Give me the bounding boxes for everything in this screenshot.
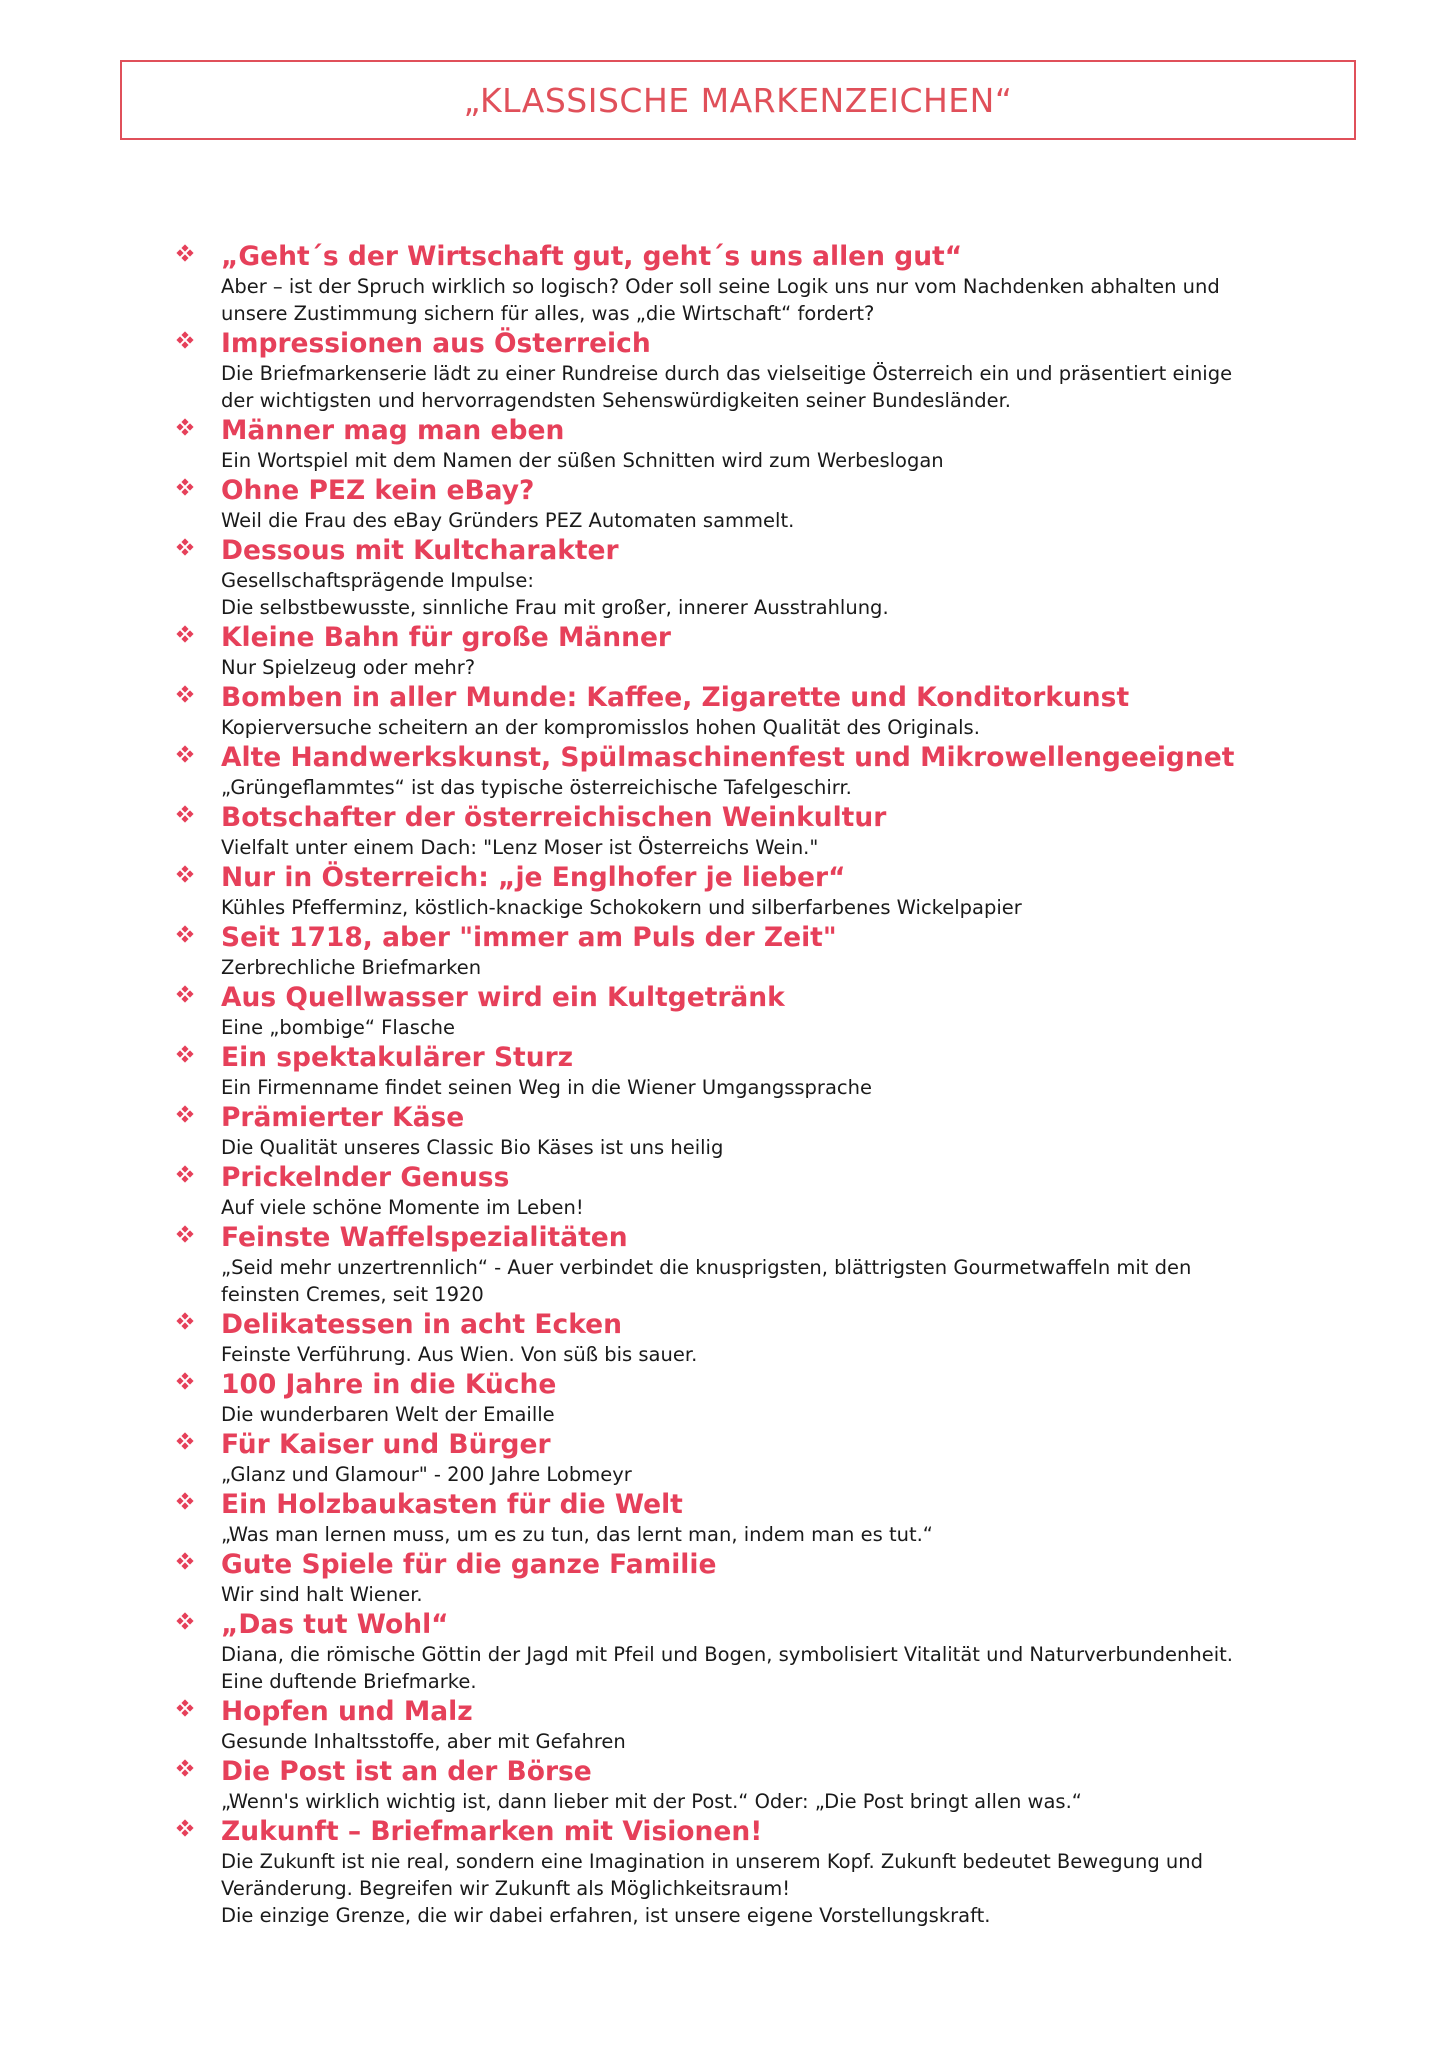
item-heading: Ein Holzbaukasten für die Welt xyxy=(221,1489,683,1520)
list-item xyxy=(176,327,1376,414)
list-item xyxy=(176,534,1376,621)
brand-list xyxy=(176,240,1376,1929)
item-description xyxy=(221,447,1376,474)
description-line: Weil die Frau des eBay Gründers PEZ Automaten sammelt. xyxy=(221,509,795,532)
diamond-cluster-icon xyxy=(176,865,194,883)
item-heading: Gute Spiele für die ganze Familie xyxy=(221,1549,717,1580)
item-description xyxy=(221,567,1376,621)
diamond-cluster-icon xyxy=(176,1105,194,1123)
item-description xyxy=(221,1341,1376,1368)
diamond-cluster-icon xyxy=(176,1759,194,1777)
list-item xyxy=(176,681,1376,741)
item-description xyxy=(221,1074,1376,1101)
list-item xyxy=(176,1548,1376,1608)
item-description xyxy=(221,1521,1376,1548)
diamond-cluster-icon xyxy=(176,805,194,823)
item-description xyxy=(221,1461,1376,1488)
description-line: Kühles Pfefferminz, köstlich-knackige Schokokern und silberfarbenes Wickelpapier xyxy=(221,896,1022,919)
description-line: Zerbrechliche Briefmarken xyxy=(221,956,482,979)
item-heading: Für Kaiser und Bürger xyxy=(221,1429,551,1460)
title-box xyxy=(120,60,1356,140)
item-heading: Aus Quellwasser wird ein Kultgetränk xyxy=(221,982,785,1013)
item-heading: Bomben in aller Munde: Kaffee, Zigarette und Konditorkunst xyxy=(221,682,1130,713)
description-line: Ein Wortspiel mit dem Namen der süßen Schnitten wird zum Werbeslogan xyxy=(221,449,944,472)
description-line: „Wenn's wirklich wichtig ist, dann lieber mit der Post.“ Oder: „Die Post bringt allen was.“ xyxy=(221,1790,1082,1813)
diamond-cluster-icon xyxy=(176,418,194,436)
item-description xyxy=(221,1194,1376,1221)
diamond-cluster-icon xyxy=(176,1312,194,1330)
item-heading: 100 Jahre in die Küche xyxy=(221,1369,557,1400)
item-description xyxy=(221,1788,1376,1815)
description-line: Ein Firmenname findet seinen Weg in die Wiener Umgangssprache xyxy=(221,1076,872,1099)
item-description xyxy=(221,1134,1376,1161)
item-description xyxy=(221,654,1376,681)
item-description xyxy=(221,1641,1376,1695)
list-item xyxy=(176,414,1376,474)
item-heading: Ohne PEZ kein eBay? xyxy=(221,475,535,506)
description-line: Aber – ist der Spruch wirklich so logisch? Oder soll seine Logik uns nur vom Nachdenken abhalten und xyxy=(221,275,1220,298)
list-item xyxy=(176,1428,1376,1488)
description-line: Wir sind halt Wiener. xyxy=(221,1583,423,1606)
item-heading: Feinste Waffelspezialitäten xyxy=(221,1222,628,1253)
item-description xyxy=(221,273,1376,327)
diamond-cluster-icon xyxy=(176,478,194,496)
item-heading: Kleine Bahn für große Männer xyxy=(221,622,671,653)
item-heading: Dessous mit Kultcharakter xyxy=(221,535,619,566)
description-line: Die einzige Grenze, die wir dabei erfahren, ist unsere eigene Vorstellungskraft. xyxy=(221,1904,991,1927)
diamond-cluster-icon xyxy=(176,1492,194,1510)
list-item xyxy=(176,474,1376,534)
list-item xyxy=(176,801,1376,861)
description-line: Die wunderbaren Welt der Emaille xyxy=(221,1403,555,1426)
item-heading: Hopfen und Malz xyxy=(221,1696,473,1727)
item-heading: Alte Handwerkskunst, Spülmaschinenfest und Mikrowellengeeignet xyxy=(221,742,1235,773)
diamond-cluster-icon xyxy=(176,1432,194,1450)
description-line: Eine „bombige“ Flasche xyxy=(221,1016,455,1039)
description-line: „Was man lernen muss, um es zu tun, das lernt man, indem man es tut.“ xyxy=(221,1523,933,1546)
item-description xyxy=(221,774,1376,801)
diamond-cluster-icon xyxy=(176,1819,194,1837)
item-description xyxy=(221,507,1376,534)
description-line: Die selbstbewusste, sinnliche Frau mit großer, innerer Ausstrahlung. xyxy=(221,596,889,619)
list-item xyxy=(176,240,1376,327)
diamond-cluster-icon xyxy=(176,538,194,556)
item-heading: Seit 1718, aber "immer am Puls der Zeit" xyxy=(221,922,837,953)
description-line: feinsten Cremes, seit 1920 xyxy=(221,1283,484,1306)
item-description xyxy=(221,894,1376,921)
description-line: Kopierversuche scheitern an der kompromisslos hohen Qualität des Originals. xyxy=(221,716,980,739)
description-line: Vielfalt unter einem Dach: "Lenz Moser ist Österreichs Wein." xyxy=(221,836,819,859)
item-description xyxy=(221,834,1376,861)
list-item xyxy=(176,1695,1376,1755)
item-description xyxy=(221,1581,1376,1608)
item-description xyxy=(221,954,1376,981)
list-item xyxy=(176,1368,1376,1428)
diamond-cluster-icon xyxy=(176,1165,194,1183)
item-heading: Männer mag man eben xyxy=(221,415,565,446)
description-line: „Grüngeflammtes“ ist das typische österreichische Tafelgeschirr. xyxy=(221,776,852,799)
description-line: Gesunde Inhaltsstoffe, aber mit Gefahren xyxy=(221,1730,626,1753)
item-heading: Ein spektakulärer Sturz xyxy=(221,1042,574,1073)
diamond-cluster-icon xyxy=(176,1552,194,1570)
list-item xyxy=(176,621,1376,681)
description-line: Eine duftende Briefmarke. xyxy=(221,1670,477,1693)
list-item xyxy=(176,1488,1376,1548)
list-item xyxy=(176,981,1376,1041)
item-heading: Delikatessen in acht Ecken xyxy=(221,1309,622,1340)
diamond-cluster-icon xyxy=(176,685,194,703)
description-line: Veränderung. Begreifen wir Zukunft als Möglichkeitsraum! xyxy=(221,1877,791,1900)
diamond-cluster-icon xyxy=(176,745,194,763)
list-item xyxy=(176,861,1376,921)
description-line: „Seid mehr unzertrennlich“ - Auer verbindet die knusprigsten, blättrigsten Gourmetwaffeln mit den xyxy=(221,1256,1192,1279)
diamond-cluster-icon xyxy=(176,1045,194,1063)
item-heading: „Geht´s der Wirtschaft gut, geht´s uns allen gut“ xyxy=(221,241,963,272)
list-item xyxy=(176,1221,1376,1308)
item-description xyxy=(221,1401,1376,1428)
item-heading: Zukunft – Briefmarken mit Visionen! xyxy=(221,1816,763,1847)
item-heading: Prämierter Käse xyxy=(221,1102,465,1133)
item-description xyxy=(221,1014,1376,1041)
list-item xyxy=(176,1815,1376,1929)
diamond-cluster-icon xyxy=(176,1372,194,1390)
description-line: unsere Zustimmung sichern für alles, was „die Wirtschaft“ fordert? xyxy=(221,302,875,325)
page-title: „KLASSISCHE MARKENZEICHEN“ xyxy=(463,80,1013,120)
diamond-cluster-icon xyxy=(176,925,194,943)
description-line: Auf viele schöne Momente im Leben! xyxy=(221,1196,584,1219)
list-item xyxy=(176,1755,1376,1815)
list-item xyxy=(176,741,1376,801)
list-item xyxy=(176,921,1376,981)
diamond-cluster-icon xyxy=(176,1225,194,1243)
description-line: „Glanz und Glamour" - 200 Jahre Lobmeyr xyxy=(221,1463,632,1486)
list-item xyxy=(176,1161,1376,1221)
description-line: der wichtigsten und hervorragendsten Sehenswürdigkeiten seiner Bundesländer. xyxy=(221,389,1012,412)
diamond-cluster-icon xyxy=(176,331,194,349)
diamond-cluster-icon xyxy=(176,985,194,1003)
description-line: Gesellschaftsprägende Impulse: xyxy=(221,569,534,592)
item-description xyxy=(221,360,1376,414)
item-description xyxy=(221,1254,1376,1308)
diamond-cluster-icon xyxy=(176,1699,194,1717)
item-description xyxy=(221,714,1376,741)
list-item xyxy=(176,1608,1376,1695)
diamond-cluster-icon xyxy=(176,1612,194,1630)
description-line: Nur Spielzeug oder mehr? xyxy=(221,656,476,679)
item-heading: Botschafter der österreichischen Weinkultur xyxy=(221,802,887,833)
item-description xyxy=(221,1728,1376,1755)
list-item xyxy=(176,1101,1376,1161)
description-line: Die Qualität unseres Classic Bio Käses ist uns heilig xyxy=(221,1136,724,1159)
item-heading: Nur in Österreich: „je Englhofer je lieber“ xyxy=(221,862,846,893)
list-item xyxy=(176,1041,1376,1101)
description-line: Feinste Verführung. Aus Wien. Von süß bis sauer. xyxy=(221,1343,698,1366)
description-line: Die Briefmarkenserie lädt zu einer Rundreise durch das vielseitige Österreich ein und präsentiert einige xyxy=(221,362,1233,385)
diamond-cluster-icon xyxy=(176,244,194,262)
description-line: Die Zukunft ist nie real, sondern eine Imagination in unserem Kopf. Zukunft bedeutet Bewegung und xyxy=(221,1850,1204,1873)
item-heading: Impressionen aus Österreich xyxy=(221,328,651,359)
item-heading: Prickelnder Genuss xyxy=(221,1162,510,1193)
diamond-cluster-icon xyxy=(176,625,194,643)
list-item xyxy=(176,1308,1376,1368)
item-heading: „Das tut Wohl“ xyxy=(221,1609,449,1640)
description-line: Diana, die römische Göttin der Jagd mit Pfeil und Bogen, symbolisiert Vitalität und Naturverbundenheit. xyxy=(221,1643,1233,1666)
item-description xyxy=(221,1848,1376,1929)
item-heading: Die Post ist an der Börse xyxy=(221,1756,592,1787)
